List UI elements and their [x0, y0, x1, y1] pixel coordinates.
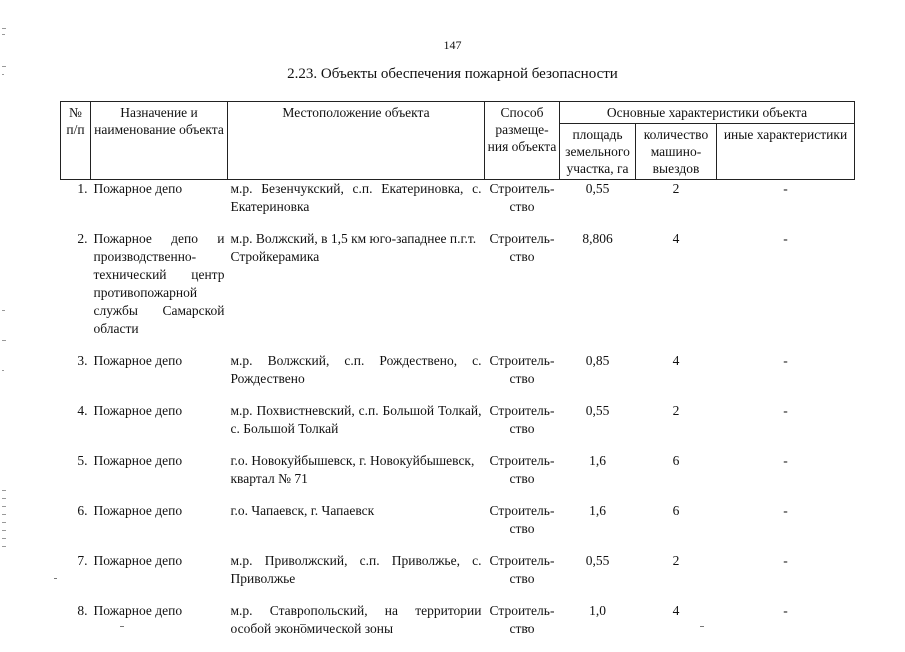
cell-other: -	[783, 503, 788, 518]
header-area: площадь земельного участка, га	[560, 124, 636, 180]
cell-other: -	[783, 231, 788, 246]
cell-location: м.р. Приволжский, с.п. Приволжье, с. Приволжье	[230, 553, 482, 586]
cell-area: 0,85	[585, 353, 610, 368]
table-row	[61, 502, 855, 552]
table-row	[61, 230, 855, 352]
cell-purpose: Пожарное депо	[93, 181, 183, 196]
cell-method: Строитель-ство	[489, 503, 555, 536]
cell-purpose: Пожарное депо	[93, 453, 183, 468]
cell-location: м.р. Похвистневский, с.п. Большой Толкай, с. Большой Толкай	[230, 403, 482, 436]
cell-area: 1,6	[589, 453, 606, 468]
cell-other: -	[783, 353, 788, 368]
cell-other: -	[783, 453, 788, 468]
cell-area: 0,55	[585, 181, 610, 196]
cell-location: м.р. Безенчукский, с.п. Екатериновка, с. Екатериновка	[230, 181, 482, 214]
table-row	[61, 452, 855, 502]
page-number: 147	[443, 38, 462, 52]
cell-num: 4.	[77, 403, 88, 418]
cell-method: Строитель-ство	[489, 231, 555, 264]
cell-purpose: Пожарное депо	[93, 503, 183, 518]
cell-other: -	[783, 603, 788, 618]
cell-num: 5.	[77, 453, 88, 468]
cell-purpose: Пожарное депо	[93, 353, 183, 368]
cell-vehicles: 6	[672, 503, 680, 518]
header-main-characteristics: Основные характеристики объекта	[560, 102, 855, 124]
cell-method: Строитель-ство	[489, 353, 555, 386]
cell-vehicles: 2	[672, 403, 680, 418]
cell-num: 6.	[77, 503, 88, 518]
cell-method: Строитель-ство	[489, 181, 555, 214]
section-title: 2.23. Объекты обеспечения пожарной безопасности	[287, 66, 618, 82]
cell-location: м.р. Ставропольский, на территории особой экономической зоны	[230, 603, 482, 636]
cell-vehicles: 4	[672, 353, 680, 368]
cell-num: 8.	[77, 603, 88, 618]
header-num: № п/п	[61, 102, 91, 180]
cell-purpose: Пожарное депо	[93, 403, 183, 418]
cell-location: г.о. Чапаевск, г. Чапаевск	[230, 503, 375, 518]
header-purpose: Назначение и наименование объекта	[91, 102, 228, 180]
cell-area: 8,806	[582, 231, 613, 246]
header-location: Местоположение объекта	[228, 102, 485, 180]
cell-purpose: Пожарное депо	[93, 553, 183, 568]
header-method: Способ размеще-ния объекта	[485, 102, 560, 180]
cell-method: Строитель-ство	[489, 603, 555, 636]
header-vehicles: количество машино-выездов	[636, 124, 717, 180]
cell-method: Строитель-ство	[489, 553, 555, 586]
cell-other: -	[783, 553, 788, 568]
table-header	[61, 102, 855, 180]
cell-area: 1,6	[589, 503, 606, 518]
table-row	[61, 552, 855, 602]
cell-num: 1.	[77, 181, 88, 196]
fire-safety-objects-table	[60, 101, 855, 652]
cell-vehicles: 6	[672, 453, 680, 468]
cell-other: -	[783, 181, 788, 196]
cell-location: г.о. Новокуйбышевск, г. Новокуйбышевск, квартал № 71	[230, 453, 475, 486]
cell-location: м.р. Волжский, в 1,5 км юго-западнее п.г.т. Стройкерамика	[230, 231, 477, 264]
cell-area: 1,0	[589, 603, 606, 618]
cell-num: 3.	[77, 353, 88, 368]
cell-vehicles: 2	[672, 553, 680, 568]
cell-area: 0,55	[585, 403, 610, 418]
header-other: иные характеристики	[717, 124, 855, 180]
cell-num: 7.	[77, 553, 88, 568]
table-row	[61, 180, 855, 231]
table-row	[61, 402, 855, 452]
cell-purpose: Пожарное депо и производственно-технический центр противопожарной службы Самарской области	[93, 231, 225, 336]
scan-edge-marks	[2, 0, 10, 640]
cell-num: 2.	[77, 231, 88, 246]
cell-purpose: Пожарное депо	[93, 603, 183, 618]
cell-other: -	[783, 403, 788, 418]
cell-method: Строитель-ство	[489, 403, 555, 436]
cell-method: Строитель-ство	[489, 453, 555, 486]
table-row	[61, 602, 855, 652]
cell-area: 0,55	[585, 553, 610, 568]
cell-vehicles: 2	[672, 181, 680, 196]
cell-location: м.р. Волжский, с.п. Рождествено, с. Рождествено	[230, 353, 482, 386]
cell-vehicles: 4	[672, 231, 680, 246]
table-row	[61, 352, 855, 402]
cell-vehicles: 4	[672, 603, 680, 618]
